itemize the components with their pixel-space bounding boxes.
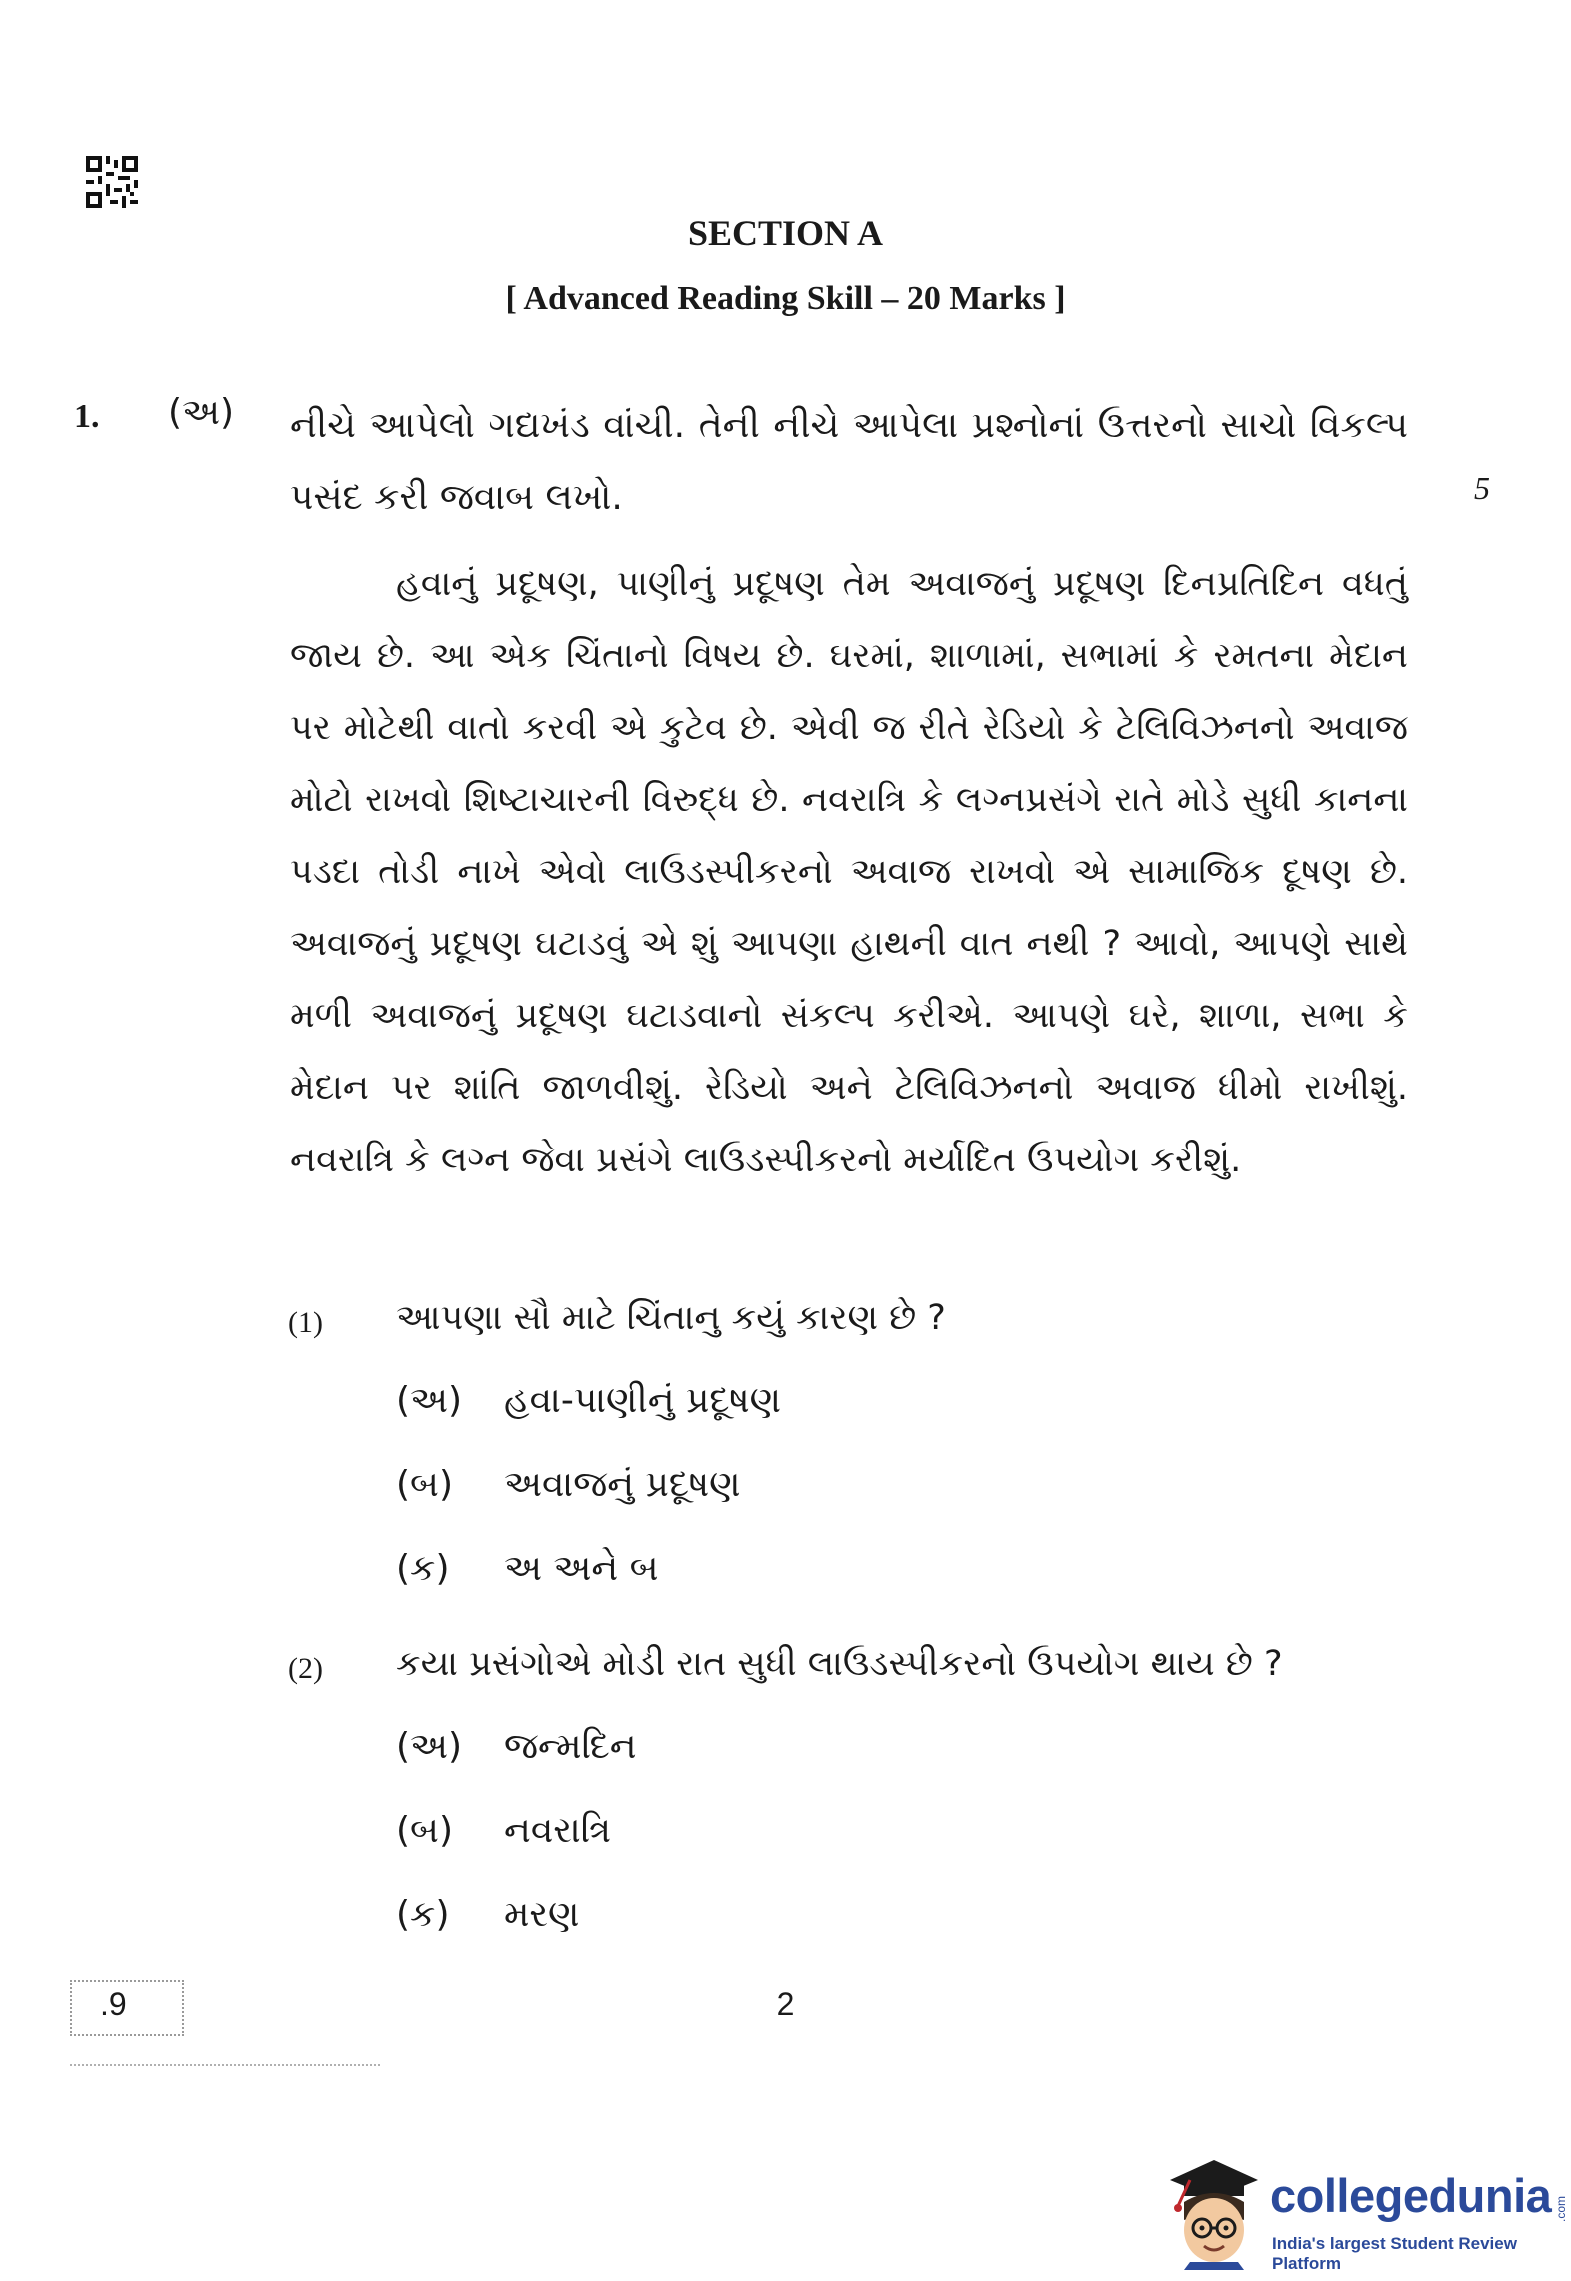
graduate-mascot-icon (1160, 2150, 1268, 2270)
paper-code: .9 (100, 1986, 127, 2022)
option-text: હવા-પાણીનું પ્રદૂષણ (504, 1380, 781, 1421)
page-number: 2 (776, 1986, 795, 2022)
option-label: (અ) (396, 1380, 463, 1421)
question-sub-label: (અ) (168, 392, 235, 433)
question-marks: 5 (1474, 470, 1490, 506)
option-text: જન્મદિન (504, 1726, 637, 1767)
footer-dotted-line (70, 2064, 380, 2066)
option-label: (ક) (396, 1548, 450, 1589)
reading-passage: હવાનું પ્રદૂષણ, પાણીનું પ્રદૂષણ તેમ અવાજનું પ્રદૂષણ દિનપ્રતિદિન વધતું જાય છે. આ એક ચિંતાનો વિષય છે. ઘરમાં, શાળામાં, સભામાં કે રમતના મેદાન પર મોટેથી વાતો કરવી એ કુટેવ છે. એવી જ રીતે રેડિયો કે ટેલિવિઝનનો અવાજ મોટો રાખવો શિષ્ટાચારની વિરુદ્ધ છે. નવરાત્રિ કે લગ્નપ્રસંગે રાતે મોડે સુધી કાનના પડદા તોડી નાખે એવો લાઉડસ્પીકરનો અવાજ રાખવો એ સામાજિક દૂષણ છે. અવાજનું પ્રદૂષણ ઘટાડવું એ શું આપણા હાથની વાત નથી ? આવો, આપણે સાથે મળી અવાજનું પ્રદૂષણ ઘટાડવાનો સંકલ્પ કરીએ. આપણે ઘરે, શાળા, સભા કે મેદાન પર શાંતિ જાળવીશું. રેડિયો અને ટેલિવિઝનનો અવાજ ધીમો રાખીશું. નવરાત્રિ કે લગ્ન જેવા પ્રસંગે લાઉડસ્પીકરનો મર્યાદિત ઉપયોગ કરીશું. (290, 564, 1408, 1180)
sub-question-number: (2) (288, 1652, 323, 1685)
option-label: (ક) (396, 1894, 450, 1935)
section-title: SECTION A (687, 213, 884, 253)
brand-tagline: India's largest Student Review Platform (1272, 2234, 1517, 2273)
option-text: નવરાત્રિ (504, 1810, 611, 1851)
option-label: (અ) (396, 1726, 463, 1767)
qr-code (86, 156, 138, 208)
option-text: મરણ (504, 1894, 580, 1935)
question-number: 1. (74, 398, 100, 435)
brand-name: collegedunia (1270, 2169, 1552, 2222)
brand-dotcom: .com (1554, 2195, 1569, 2223)
option-label: (બ) (396, 1464, 453, 1505)
question-instruction: નીચે આપેલો ગદ્યખંડ વાંચી. તેની નીચે આપેલા પ્રશ્નોનાં ઉત્તરનો સાચો વિકલ્પ પસંદ કરી જવાબ લખો. (290, 405, 1408, 518)
option-label: (બ) (396, 1810, 453, 1851)
sub-question-text: કયા પ્રસંગોએ મોડી રાત સુધી લાઉડસ્પીકરનો ઉપયોગ થાય છે ? (396, 1644, 1283, 1684)
sub-question-number: (1) (288, 1306, 323, 1339)
section-subtitle: [ Advanced Reading Skill – 20 Marks ] (505, 280, 1066, 317)
option-text: અવાજનું પ્રદૂષણ (504, 1464, 741, 1505)
sub-question-text: આપણા સૌ માટે ચિંતાનુ કયું કારણ છે ? (396, 1298, 946, 1338)
option-text: અ અને બ (504, 1548, 659, 1589)
